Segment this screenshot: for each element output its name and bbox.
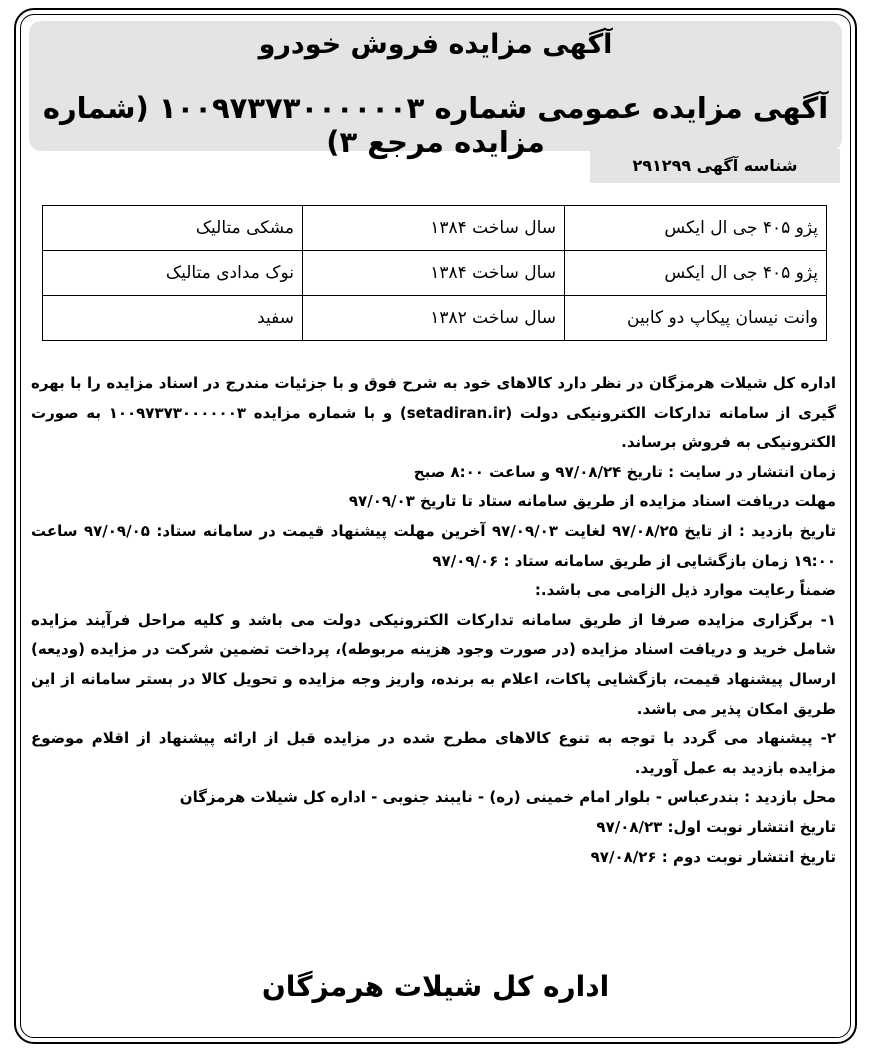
requirement-2: ۲- پیشنهاد می گردد با توجه به تنوع کالاهای مطرح شده در مزایده قبل از ارائه پیشنهاد از اقلام موضوع مزایده بازدید به عمل آورید. — [31, 729, 836, 777]
visit-location: محل بازدید : بندرعباس - بلوار امام خمینی (ره) - نایبند جنوبی - اداره کل شیلات هرمزگان — [179, 788, 836, 807]
ad-subtitle: آگهی مزایده عمومی شماره ۱۰۰۹۷۳۷۳۰۰۰۰۰۰۳ (شماره مزایده مرجع ۳) — [42, 91, 829, 159]
vehicle-year: سال ساخت ۱۳۸۴ — [303, 251, 565, 296]
ad-body — [31, 369, 836, 872]
intro-paragraph: اداره کل شیلات هرمزگان در نظر دارد کالاهای خود به شرح فوق و با جزئیات مندرج در اسناد مزایده را با بهره گیری از سامانه تدارکات الکترونیکی دولت (setadiran.ir) و با شماره مزایده ۱۰۰۹۷۳۷۳۰۰۰۰۰۰۳ به صورت الکترونیکی به فروش برساند. — [31, 374, 836, 452]
publish-time: زمان انتشار در سایت : تاریخ ۹۷/۰۸/۲۴ و ساعت ۸:۰۰ صبح — [413, 462, 836, 481]
ad-header — [29, 21, 842, 159]
second-publication-date: تاریخ انتشار نوبت دوم : ۹۷/۰۸/۲۶ — [590, 847, 836, 866]
vehicle-color: نوک مدادی متالیک — [43, 251, 303, 296]
ad-title: آگهی مزایده فروش خودرو — [258, 29, 613, 60]
table-row — [43, 296, 827, 341]
requirements-heading: ضمناً رعایت موارد ذیل الزامی می باشد.: — [534, 581, 836, 600]
vehicle-model: پژو ۴۰۵ جی ال ایکس — [565, 206, 827, 251]
ad-inner-frame — [20, 14, 851, 1038]
visit-dates: تاریخ بازدید : از تایخ ۹۷/۰۸/۲۵ لغایت ۹۷/۰۹/۰۳ آخرین مهلت پیشنهاد قیمت در سامانه ستاد: ۹۷/۰۹/۰۵ ساعت ۱۹:۰۰ زمان بازگشایی از طریق سامانه ستاد : ۹۷/۰۹/۰۶ — [31, 521, 837, 570]
documents-deadline: مهلت دریافت اسناد مزایده از طریق سامانه ستاد تا تاریخ ۹۷/۰۹/۰۳ — [348, 492, 836, 511]
requirement-1: ۱- برگزاری مزایده صرفا از طریق سامانه تدارکات الکترونیکی دولت می باشد و کلیه مراحل فرآیند مزایده شامل خرید و دریافت اسناد مزایده (در صورت وجود هزینه مربوطه)، پرداخت تضمین شرکت در مزایده (ودیعه) ارسال پیشنهاد قیمت، بازگشایی پاکات، اعلام به برنده، واریز وجه مزایده و تحویل کالا در بستر سامانه از این طریق امکان پذیر می باشد. — [31, 610, 836, 718]
first-publication-date: تاریخ انتشار نوبت اول: ۹۷/۰۸/۲۳ — [596, 817, 836, 836]
vehicle-year: سال ساخت ۱۳۸۴ — [303, 206, 565, 251]
table-row — [43, 206, 827, 251]
ad-id-box: شناسه آگهی ۲۹۱۲۹۹ — [590, 149, 840, 183]
vehicle-color: مشکی متالیک — [43, 206, 303, 251]
vehicle-model: وانت نیسان پیکاپ دو کابین — [565, 296, 827, 341]
vehicle-color: سفید — [43, 296, 303, 341]
vehicle-model: پژو ۴۰۵ جی ال ایکس — [565, 251, 827, 296]
table-row — [43, 251, 827, 296]
issuer-name: اداره کل شیلات هرمزگان — [261, 970, 610, 1003]
vehicle-year: سال ساخت ۱۳۸۲ — [303, 296, 565, 341]
vehicles-table — [42, 205, 827, 341]
